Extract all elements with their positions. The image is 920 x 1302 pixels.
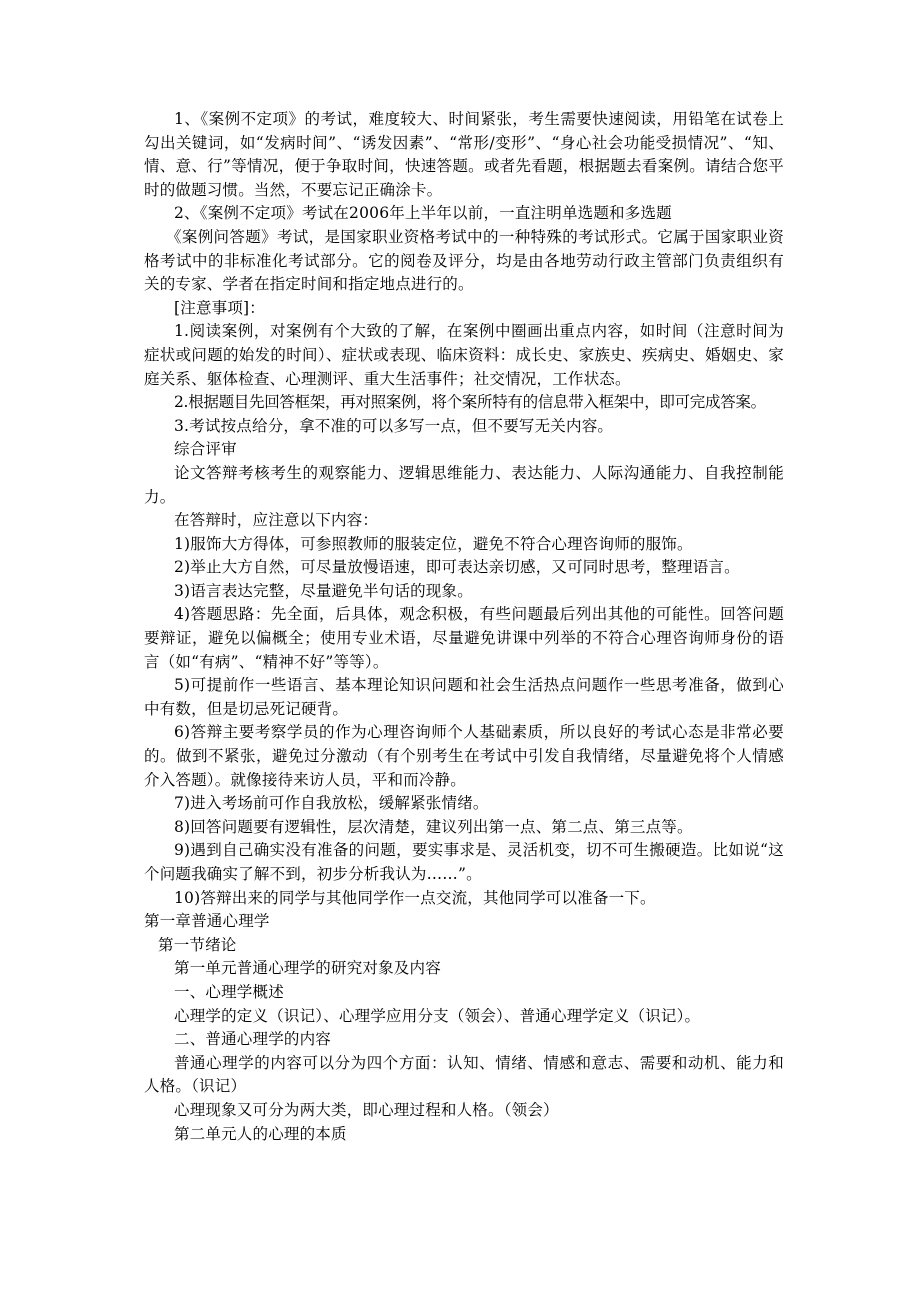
paragraph-note-2: 2.根据题目先回答框架，再对照案例，将个案所特有的信息带入框架中，即可完成答案。 xyxy=(174,393,766,412)
paragraph-defense-6: 6)答辩主要考察学员的作为心理咨询师个人基础素质，所以良好的考试心态是非常必要的。做到不紧张，避免过分激动（有个别考生在考试中引发自我情绪，尽量避免将个人情感介入答题）。就像接待来访人员，平和而冷静。 xyxy=(144,723,784,789)
subheading-psychology-overview: 一、心理学概述 xyxy=(174,982,284,1001)
paragraph-defense-7: 7)进入考场前可作自我放松，缓解紧张情绪。 xyxy=(174,794,489,813)
chapter-heading: 第一章普通心理学 xyxy=(144,912,270,931)
section-heading: 第一节绪论 xyxy=(158,935,237,954)
paragraph-defense-3: 3)语言表达完整，尽量避免半句话的现象。 xyxy=(174,581,473,600)
unit-heading-1: 第一单元普通心理学的研究对象及内容 xyxy=(174,959,441,978)
paragraph-case-qa-intro: 《案例问答题》考试，是国家职业资格考试中的一种特殊的考试形式。它属于国家职业资格考试中的非标准化考试部分。它的阅卷及评分，均是由各地劳动行政主管部门负责组织有关的专家、学者在指定时间和指定地点进行的。 xyxy=(144,227,784,294)
paragraph-exam-tips-2: 2、《案例不定项》考试在2006年上半年以前，一直注明单选题和多选题 xyxy=(174,204,672,223)
paragraph-exam-tips-1: 1、《案例不定项》的考试，难度较大、时间紧张，考生需要快速阅读，用铅笔在试卷上勾出关键词，如“发病时间”、“诱发因素”、“常形/变形”、“身心社会功能受损情况”、“知、情、意、行”等情况，便于争取时间，快速答题。或者先看题，根据题去看案例。请结合您平时的做题习惯。当然，不要忘记正确涂卡。 xyxy=(144,110,784,199)
paragraph-defense-2: 2)举止大方自然，可尽量放慢语速，即可表达亲切感，又可同时思考，整理语言。 xyxy=(174,558,740,577)
subheading-general-psychology-content: 二、普通心理学的内容 xyxy=(174,1030,332,1049)
paragraph-defense-4: 4)答题思路：先全面，后具体，观念积极，有些问题最后列出其他的可能性。回答问题要辩证，避免以偏概全；使用专业术语，尽量避免讲课中列举的不符合心理咨询师身份的语言（如“有病”、“精神不好”等等）。 xyxy=(144,605,784,671)
paragraph-psychology-definition: 心理学的定义（识记）、心理学应用分支（领会）、普通心理学定义（识记）。 xyxy=(174,1006,701,1025)
paragraph-two-categories: 心理现象又可分为两大类，即心理过程和人格。（领会） xyxy=(174,1100,559,1119)
paragraph-comprehensive-review: 综合评审 xyxy=(174,440,237,459)
paragraph-note-1: 1.阅读案例，对案例有个大致的了解，在案例中圈画出重点内容，如时间（注意时间为症状或问题的始发的时间）、症状或表现、临床资料：成长史、家族史、疾病史、婚姻史、家庭关系、躯体检查、心理测评、重大生活事件；社交情况，工作状态。 xyxy=(144,322,784,388)
paragraph-notes-heading: [注意事项]： xyxy=(174,298,265,317)
paragraph-four-aspects: 普通心理学的内容可以分为四个方面：认知、情绪、情感和意志、需要和动机、能力和人格。（识记） xyxy=(144,1053,784,1096)
paragraph-defense-abilities: 论文答辩考核考生的观察能力、逻辑思维能力、表达能力、人际沟通能力、自我控制能力。 xyxy=(144,463,784,506)
paragraph-defense-intro: 在答辩时，应注意以下内容： xyxy=(174,511,379,530)
unit-heading-2: 第二单元人的心理的本质 xyxy=(174,1124,347,1143)
paragraph-note-3: 3.考试按点给分，拿不准的可以多写一点，但不要写无关内容。 xyxy=(174,416,614,435)
paragraph-defense-10: 10)答辩出来的同学与其他同学作一点交流，其他同学可以准备一下。 xyxy=(174,888,656,907)
paragraph-defense-1: 1)服饰大方得体，可参照教师的服装定位，避免不符合心理咨询师的服饰。 xyxy=(174,534,693,553)
paragraph-defense-5: 5)可提前作一些语言、基本理论知识问题和社会生活热点问题作一些思考准备，做到心中有数，但是切忌死记硬背。 xyxy=(144,676,784,718)
paragraph-defense-8: 8)回答问题要有逻辑性，层次清楚，建议列出第一点、第二点、第三点等。 xyxy=(174,817,693,836)
paragraph-defense-9: 9)遇到自己确实没有准备的问题，要实事求是、灵活机变，切不可生搬硬造。比如说“这个问题我确实了解不到，初步分析我认为……”。 xyxy=(144,841,784,883)
document-body xyxy=(144,108,784,1146)
